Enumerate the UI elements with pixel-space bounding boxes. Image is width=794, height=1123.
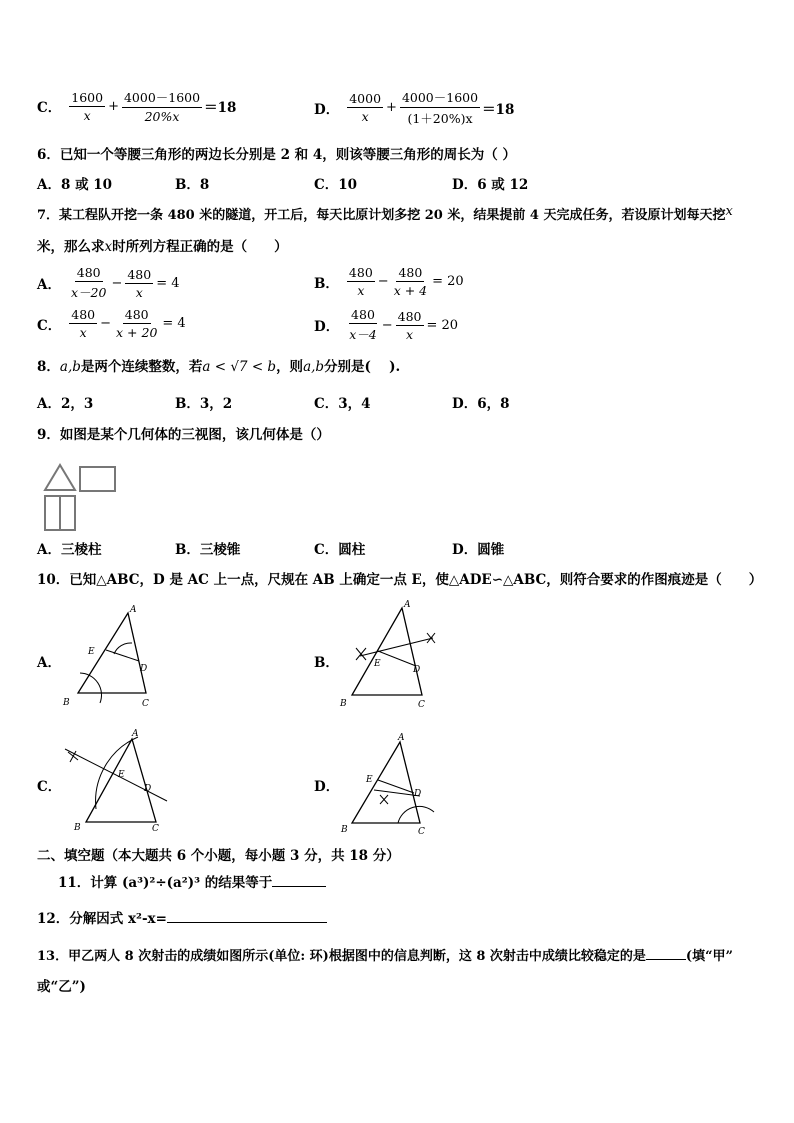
svg-text:B: B [74,823,81,833]
fraction: $\frac{4000-1600}{20\%x}$ [123,90,201,124]
section-2-title: 二、填空题（本大题共 6 个小题，每小题 3 分，共 18 分） [37,848,400,864]
svg-text:E: E [88,647,95,657]
svg-text:E: E [118,770,125,780]
svg-text:A: A [132,729,139,739]
svg-text:B: B [340,699,347,709]
front-view-triangle [45,465,75,490]
svg-text:A: A [398,733,405,743]
fraction: $\frac{4000}{x}$ [349,91,382,124]
svg-text:D: D [413,665,421,675]
q9-stem: 9．如图是某个几何体的三视图，该几何体是（） [37,427,330,443]
svg-text:B: B [63,698,70,708]
fraction: $\frac{1600}{x}$ [71,89,104,123]
q7-stem-line1: 7．某工程队开挖一条 480 米的隧道，开工后，每天比原计划多挖 20 米，结果提前 4 天完成任务，若设原计划每天挖x [37,204,733,223]
svg-text:D: D [144,784,152,794]
q13-answer-blank[interactable] [646,959,686,960]
three-view-figure [42,460,122,538]
q8-option-b: B．3，2 [175,396,233,412]
q10-figure-c [60,727,175,841]
q9-option-a: A．三棱柱 [37,542,102,558]
q6-option-b: B．8 [175,177,210,193]
svg-text:E: E [374,659,381,669]
q12-answer-blank[interactable] [167,922,327,923]
svg-text:C: C [418,700,425,710]
q10-figure-d [338,730,448,842]
q10-option-d-label: D． [314,779,340,795]
q10-figure-b [338,598,448,717]
q7-option-a: A． $\frac{480}{x-20}$ − $\frac{480}{x}$ = 4 [37,265,180,300]
q11-answer-blank[interactable] [272,886,326,887]
q10-option-a-label: A． [37,655,61,671]
svg-text:A: A [130,605,137,615]
svg-text:A: A [404,600,411,610]
q8-option-c: C．3，4 [314,396,371,412]
q6-stem: 6．已知一个等腰三角形的两边长分别是 2 和 4，则该等腰三角形的周长为（ ） [37,147,516,163]
q13-stem-line2: 或“乙”) [37,979,86,995]
q6-option-c: C．10 [314,177,358,193]
svg-text:C: C [142,699,149,709]
q9-option-b: B．三棱锥 [175,542,241,558]
svg-text:D: D [414,789,422,799]
svg-text:C: C [418,827,425,837]
q9-option-d: D．圆锥 [452,542,505,558]
q5-option-c: C． $\frac{1600}{x}$ + $\frac{4000-1600}{20\%x}$ ＝18 [37,89,237,124]
q11-stem: 11．计算 (a³)²÷(a²)³ 的结果等于 [58,874,326,892]
q10-figure-a [60,603,160,717]
svg-text:C: C [152,824,159,834]
svg-text:D: D [140,664,148,674]
side-view-rectangle [80,467,115,491]
svg-text:E: E [366,775,373,785]
q7-option-b: B． $\frac{480}{x}$ − $\frac{480}{x + 4}$ = 20 [314,265,464,298]
q7-option-c: C． $\frac{480}{x}$ − $\frac{480}{x + 20}$ = 4 [37,307,186,340]
q13-stem-line1: 13．甲乙两人 8 次射击的成绩如图所示(单位: 环)根据图中的信息判断，这 8 次射击中成绩比较稳定的是 (填“甲” [37,949,734,964]
q5-option-d: D． $\frac{4000}{x}$ + $\frac{4000-1600}{(1+20\%)x}$ ＝18 [314,90,515,126]
q8-option-a: A．2，3 [37,396,94,412]
q6-option-d: D．6 或 12 [452,177,529,193]
q10-option-b-label: B． [314,655,339,671]
q10-option-c-label: C． [37,779,62,795]
q8-stem: 8．a,b是两个连续整数，若a < √7 < b，则a,b分别是( ). [37,359,401,375]
q12-stem: 12．分解因式 x²-x= [37,910,327,928]
q8-option-d: D．6，8 [452,396,510,412]
q6-option-a: A．8 或 10 [37,177,113,193]
q7-stem-line2: 米，那么求x时所列方程正确的是（ ） [37,239,288,255]
q7-option-d: D． $\frac{480}{x-4}$ − $\frac{480}{x}$ = 20 [314,307,459,342]
q9-option-c: C．圆柱 [314,542,366,558]
q10-stem: 10．已知△ABC，D 是 AC 上一点，尺规在 AB 上确定一点 E，使△ADE∽△ABC，则符合要求的作图痕迹是（ ） [37,572,763,588]
svg-text:B: B [341,825,348,835]
fraction: $\frac{4000-1600}{(1+20\%)x}$ [401,90,479,126]
